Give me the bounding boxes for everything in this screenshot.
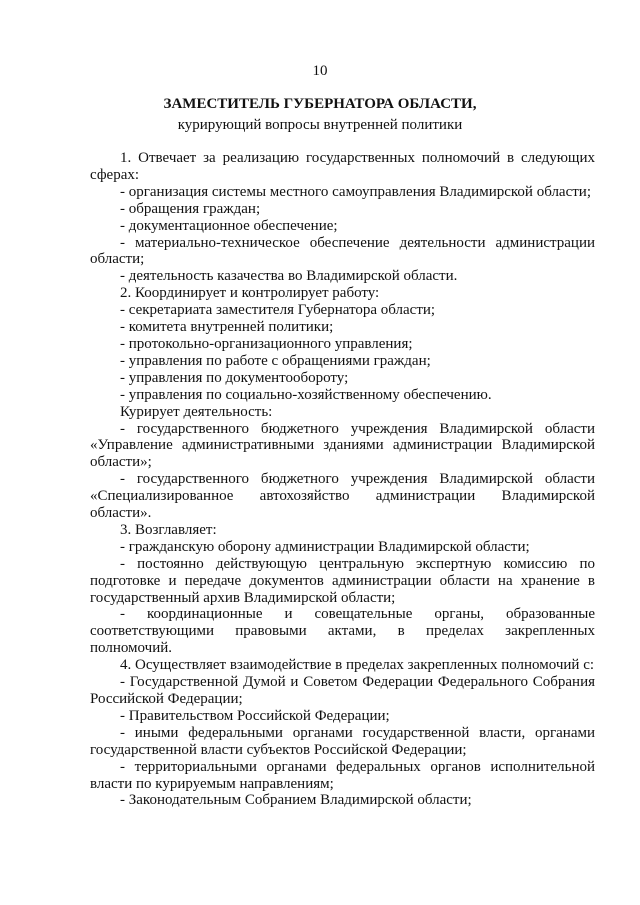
paragraph: 4. Осуществляет взаимодействие в пределах закрепленных полномочий с: [120,657,595,674]
section-title: ЗАМЕСТИТЕЛЬ ГУБЕРНАТОРА ОБЛАСТИ, [163,96,477,112]
paragraph: Курирует деятельность: [120,403,273,420]
list-item: - секретариата заместителя Губернатора области; [120,302,436,319]
list-item: - обращения граждан; [120,200,261,217]
list-item: - материально-техническое обеспечение деятельности администрации области; [90,234,595,268]
list-item: - комитета внутренней политики; [120,319,334,336]
list-item: - протокольно-организационного управления; [120,335,413,352]
list-item-continuation: соответствующими правовыми актами, в пределах закрепленных [90,623,595,640]
list-item: - территориальными органами федеральных органов исполнительной власти по курируемым направлениям; [90,758,595,792]
list-item-continuation: области». [90,505,152,522]
paragraph: 1. Отвечает за реализацию государственных полномочий в следующих сферах: [90,150,595,183]
list-item: - государственного бюджетного учреждения Владимирской области «Управление административными зданиями администрации Владимирской области»; [90,420,595,471]
paragraph: 3. Возглавляет: [120,521,217,538]
list-item-continuation: полномочий. [90,640,173,657]
list-item: - Государственной Думой и Советом Федерации Федерального Собрания Российской Федерации; [90,674,595,707]
list-item: - деятельность казачества во Владимирской области. [120,268,458,285]
list-item: - гражданскую оборону администрации Владимирской области; [120,538,530,555]
list-item: - документационное обеспечение; [120,217,338,234]
list-item-continuation: «Специализированное автохозяйство администрации Владимирской [90,488,595,505]
paragraph: 2. Координирует и контролирует работу: [120,285,380,302]
list-item: - организация системы местного самоуправления Владимирской области; [120,183,591,200]
section-subtitle: курирующий вопросы внутренней политики [177,117,463,133]
list-item: - управления по работе с обращениями граждан; [120,352,431,369]
list-item: - Законодательным Собранием Владимирской области; [120,792,472,809]
list-item: - постоянно действующую центральную экспертную комиссию по подготовке и передаче документов администрации области на хранение в государственный архив Владимирской области; [90,555,595,606]
list-item: - государственного бюджетного учреждения Владимирской области [120,471,595,488]
list-item: - Правительством Российской Федерации; [120,707,390,724]
list-item: - координационные и совещательные органы, образованные [120,606,595,623]
page-number: 10 [312,63,328,79]
list-item: - управления по социально-хозяйственному обеспечению. [120,386,492,403]
list-item: - управления по документообороту; [120,369,349,386]
document-body [90,150,595,809]
list-item: - иными федеральными органами государственной власти, органами государственной власти субъектов Российской Федерации; [90,724,595,758]
